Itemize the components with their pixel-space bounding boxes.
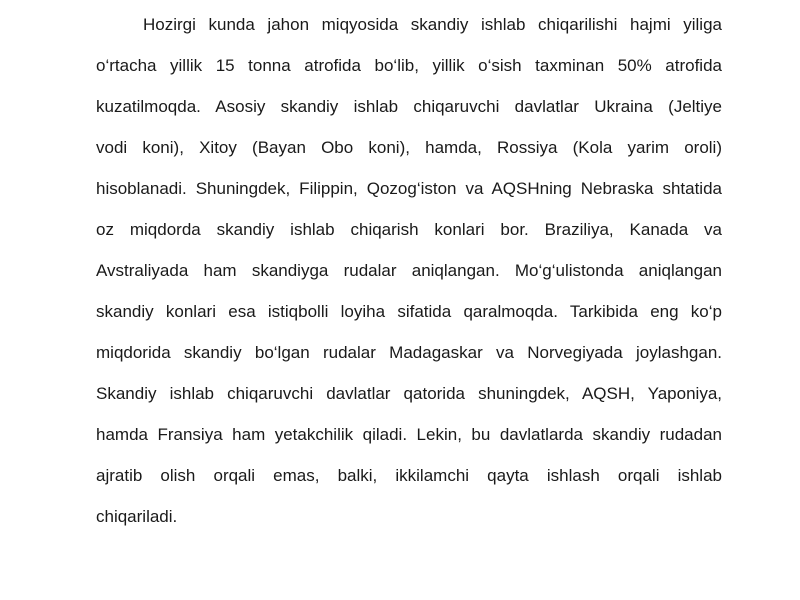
text-line: Avstraliyada ham skandiyga rudalar aniqlangan. Mo‘g‘ulistonda aniqlangan — [96, 261, 722, 280]
text-line: ajratib olish orqali emas, balki, ikkilamchi qayta ishlash orqali ishlab — [96, 466, 722, 485]
text-line: vodi koni), Xitoy (Bayan Obo koni), hamda, Rossiya (Kola yarim oroli) — [96, 138, 722, 157]
text-line: Skandiy ishlab chiqaruvchi davlatlar qatorida shuningdek, AQSH, Yaponiya, — [96, 384, 722, 403]
text-line: hisoblanadi. Shuningdek, Filippin, Qozog‘iston va AQSHning Nebraska shtatida — [96, 179, 722, 198]
text-line: oz miqdorda skandiy ishlab chiqarish konlari bor. Braziliya, Kanada va — [96, 220, 722, 239]
text-line: hamda Fransiya ham yetakchilik qiladi. Lekin, bu davlatlarda skandiy rudadan — [96, 425, 722, 444]
text-line: chiqariladi. — [96, 507, 178, 526]
text-line: Hozirgi kunda jahon miqyosida skandiy ishlab chiqarilishi hajmi yiliga — [143, 15, 722, 34]
text-line: miqdorida skandiy bo‘lgan rudalar Madagaskar va Norvegiyada joylashgan. — [96, 343, 722, 362]
text-line: kuzatilmoqda. Asosiy skandiy ishlab chiqaruvchi davlatlar Ukraina (Jeltiye — [96, 97, 722, 116]
text-line: o‘rtacha yillik 15 tonna atrofida bo‘lib, yillik o‘sish taxminan 50% atrofida — [96, 56, 722, 75]
text-line: skandiy konlari esa istiqbolli loyiha sifatida qaralmoqda. Tarkibida eng ko‘p — [96, 302, 722, 321]
